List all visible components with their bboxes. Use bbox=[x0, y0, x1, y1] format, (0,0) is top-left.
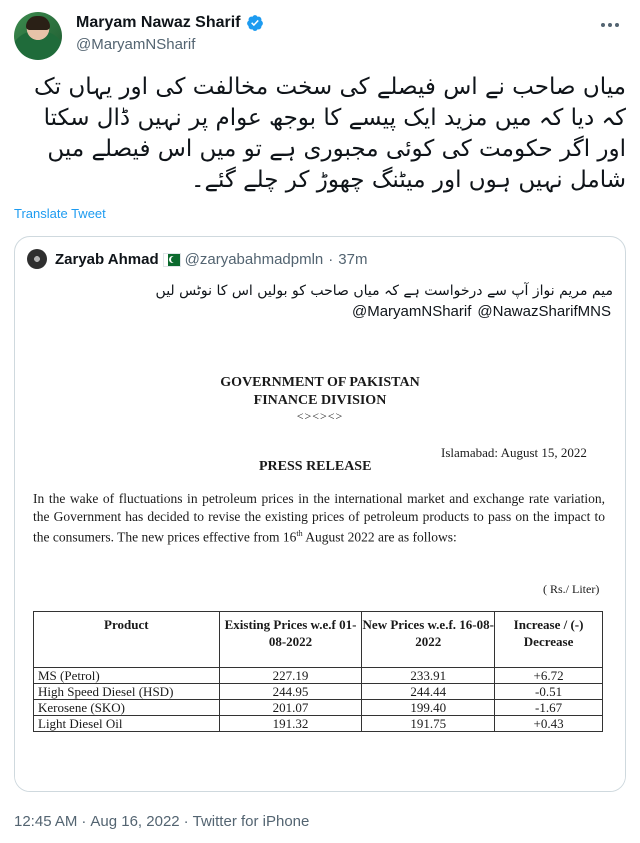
table-row bbox=[34, 700, 603, 716]
quoted-author-handle[interactable]: @zaryabahmadpmln bbox=[184, 251, 324, 268]
price-table bbox=[33, 611, 603, 732]
table-cell: -0.51 bbox=[495, 684, 603, 700]
more-options-icon[interactable] bbox=[598, 16, 622, 34]
author-handle[interactable]: @MaryamNSharif bbox=[76, 36, 196, 53]
table-cell: MS (Petrol) bbox=[34, 668, 220, 684]
mention-link[interactable]: @MaryamNSharif bbox=[351, 303, 472, 320]
table-cell: 244.95 bbox=[219, 684, 362, 700]
quoted-mentions bbox=[352, 303, 611, 320]
table-cell: 201.07 bbox=[219, 700, 362, 716]
table-row bbox=[34, 668, 603, 684]
verified-badge-icon bbox=[246, 14, 264, 32]
table-cell: Light Diesel Oil bbox=[34, 716, 220, 732]
table-cell: 227.19 bbox=[219, 668, 362, 684]
quoted-separator: · bbox=[328, 251, 334, 268]
table-cell: 233.91 bbox=[362, 668, 495, 684]
author-name-row bbox=[76, 14, 264, 32]
quoted-tweet-text: میم مریم نواز آپ سے درخواست ہے کہ میاں صاحب کو بولیں اس کا نوٹس لیں bbox=[155, 283, 613, 299]
meta-separator: · bbox=[81, 813, 87, 830]
doc-heading-division: FINANCE DIVISION bbox=[253, 393, 387, 408]
quoted-tweet-header bbox=[55, 251, 367, 268]
doc-date: Islamabad: August 15, 2022 bbox=[441, 445, 587, 460]
table-header: Product bbox=[34, 612, 220, 668]
quoted-author-name[interactable]: Zaryab Ahmad bbox=[55, 251, 159, 268]
meta-separator: · bbox=[183, 813, 189, 830]
table-row bbox=[34, 684, 603, 700]
doc-title: PRESS RELEASE bbox=[259, 459, 372, 474]
table-header: Increase / (-) Decrease bbox=[495, 612, 603, 668]
author-avatar[interactable] bbox=[14, 12, 62, 60]
doc-heading-government: GOVERNMENT OF PAKISTAN bbox=[220, 375, 420, 390]
table-cell: +6.72 bbox=[495, 668, 603, 684]
table-cell: 244.44 bbox=[362, 684, 495, 700]
doc-paragraph bbox=[33, 490, 605, 546]
press-release-image[interactable] bbox=[15, 335, 625, 791]
table-header-row bbox=[34, 612, 603, 668]
table-cell: 191.75 bbox=[362, 716, 495, 732]
pakistan-flag-icon bbox=[164, 254, 180, 266]
tweet-time[interactable]: 12:45 AM bbox=[14, 813, 78, 830]
table-cell: 199.40 bbox=[362, 700, 495, 716]
tweet-source[interactable]: Twitter for iPhone bbox=[192, 813, 310, 830]
table-cell: +0.43 bbox=[495, 716, 603, 732]
tweet-text: میاں صاحب نے اس فیصلے کی سخت مخالفت کی اور یہاں تک کہ دیا کہ میں مزید ایک پیسے کا بوجھ عوام پر نہیں ڈال سکتا اور اگر حکومت کی کوئی مجبوری ہے تو میں اس فیصلے میں شامل نہیں ہوں اور میٹنگ چھوڑ کر چلے گئے۔ bbox=[34, 74, 626, 193]
tweet-meta bbox=[14, 813, 309, 830]
table-cell: High Speed Diesel (HSD) bbox=[34, 684, 220, 700]
table-row bbox=[34, 716, 603, 732]
table-header: New Prices w.e.f. 16-08-2022 bbox=[362, 612, 495, 668]
translate-tweet-link[interactable]: Translate Tweet bbox=[14, 206, 106, 221]
doc-paragraph-part1: In the wake of fluctuations in petroleum prices in the international market and exchange rate variation, the Government has decided to revise the existing prices of petroleum products to pass on the impact to the consumers. The new prices effective from 16 bbox=[33, 491, 605, 545]
table-cell: Kerosene (SKO) bbox=[34, 700, 220, 716]
quoted-tweet[interactable] bbox=[14, 236, 626, 792]
doc-ornament: <><><> bbox=[296, 409, 344, 423]
quoted-timestamp[interactable]: 37m bbox=[338, 251, 368, 268]
doc-paragraph-part2: August 2022 are as follows: bbox=[302, 529, 457, 545]
table-cell: 191.32 bbox=[219, 716, 362, 732]
table-cell: -1.67 bbox=[495, 700, 603, 716]
mention-link[interactable]: @NawazSharifMNS bbox=[477, 303, 611, 320]
quoted-author-avatar[interactable] bbox=[27, 249, 47, 269]
tweet-date[interactable]: Aug 16, 2022 bbox=[90, 813, 180, 830]
table-header: Existing Prices w.e.f 01-08-2022 bbox=[219, 612, 362, 668]
doc-unit: ( Rs./ Liter) bbox=[543, 582, 600, 596]
author-display-name[interactable]: Maryam Nawaz Sharif bbox=[76, 14, 241, 31]
doc-paragraph-sup: th bbox=[296, 529, 303, 538]
